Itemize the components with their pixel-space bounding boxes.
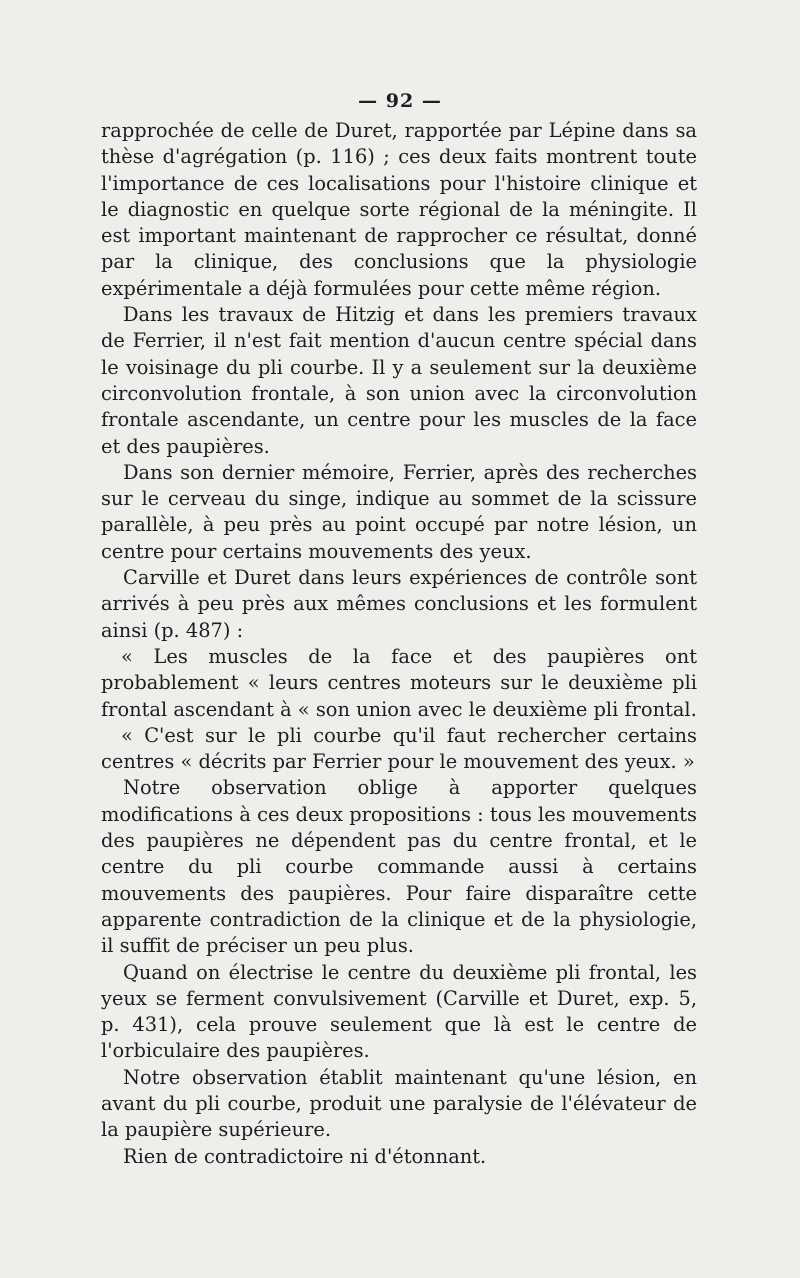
paragraph: Quand on électrise le centre du deuxième pli frontal, les yeux se ferment convulsivement (Carville et Duret, exp. 5, p. 431), cela prouve seulement que là est le centre de l'orbiculaire des paupières.: [101, 960, 697, 1063]
body-text: [101, 118, 697, 1170]
quotation: « Les muscles de la face et des paupières ont probablement « leurs centres moteurs sur le deuxième pli frontal ascendant à « son union avec le deuxième pli frontal.: [101, 644, 697, 721]
paragraph: Dans son dernier mémoire, Ferrier, après des recherches sur le cerveau du singe, indique au sommet de la scissure parallèle, à peu près au point occupé par notre lésion, un centre pour certains mouvements des yeux.: [101, 460, 697, 563]
paragraph: Dans les travaux de Hitzig et dans les premiers travaux de Ferrier, il n'est fait mention d'aucun centre spécial dans le voisinage du pli courbe. Il y a seulement sur la deuxième circonvolution frontale, à son union avec la circonvolution frontale ascendante, un centre pour les muscles de la face et des paupières.: [101, 303, 697, 458]
paragraph: Notre observation établit maintenant qu'une lésion, en avant du pli courbe, produit une paralysie de l'élévateur de la paupière supérieure.: [101, 1065, 697, 1142]
paragraph: Notre observation oblige à apporter quelques modifications à ces deux propositions : tous les mouvements des paupières ne dépendent pas du centre frontal, et le centre du pli courbe commande aussi à certains mouvements des paupières. Pour faire disparaître cette apparente contradiction de la clinique et de la physiologie, il suffit de préciser un peu plus.: [101, 776, 697, 958]
quotation: « C'est sur le pli courbe qu'il faut rechercher certains centres « décrits par Ferrier pour le mouvement des yeux. »: [101, 723, 697, 774]
paragraph-continued: rapprochée de celle de Duret, rapportée par Lépine dans sa thèse d'agrégation (p. 116) ; ces deux faits montrent toute l'importance de ces localisations pour l'histoire clinique et le diagnostic en quelque sorte régional de la méningite. Il est important maintenant de rapprocher ce résultat, donné par la clinique, des conclusions que la physiologie expérimentale a déjà formulées pour cette même région.: [101, 119, 697, 300]
paragraph: Carville et Duret dans leurs expériences de contrôle sont arrivés à peu près aux mêmes conclusions et les formulent ainsi (p. 487) :: [101, 566, 697, 642]
paragraph: Rien de contradictoire ni d'étonnant.: [123, 1144, 487, 1168]
page-number: — 92 —: [358, 90, 442, 112]
